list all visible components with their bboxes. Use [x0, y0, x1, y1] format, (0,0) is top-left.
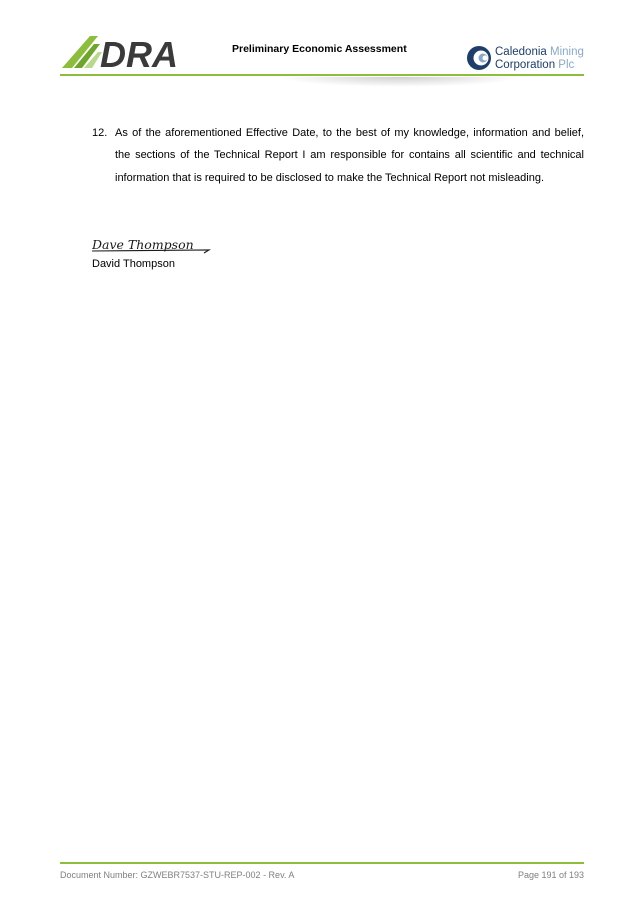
caledonia-name: Caledonia — [495, 46, 547, 58]
paragraph-number: 12. — [92, 127, 108, 139]
page-header — [0, 0, 644, 90]
caledonia-logo — [466, 44, 590, 76]
paragraph-text: As of the aforementioned Effective Date, to the best of my knowledge, information and belief, the sections of the Technical Report I am responsible for contains all scientific and technical information that is required to be disclosed to make the Technical Report not misleading. — [115, 127, 584, 184]
header-rule — [60, 74, 584, 76]
header-shadow — [280, 77, 520, 87]
caledonia-mining: Mining — [550, 46, 584, 58]
dra-logo — [60, 34, 196, 70]
footer-rule — [60, 862, 584, 864]
signature-script: Dave Thompson — [92, 237, 194, 252]
caledonia-corporation: Corporation — [495, 59, 556, 71]
dra-logo-text: DRA — [100, 34, 178, 70]
numbered-paragraph — [92, 122, 584, 189]
caledonia-plc: Plc — [558, 59, 575, 71]
page-header-title: Preliminary Economic Assessment — [232, 43, 407, 55]
document-number: Document Number: GZWEBR7537-STU-REP-002 - Rev. A — [60, 870, 295, 880]
signature-image — [92, 234, 212, 256]
page-number: Page 191 of 193 — [517, 870, 584, 880]
caledonia-mark-icon — [466, 45, 492, 71]
signatory-name: David Thompson — [92, 258, 175, 270]
